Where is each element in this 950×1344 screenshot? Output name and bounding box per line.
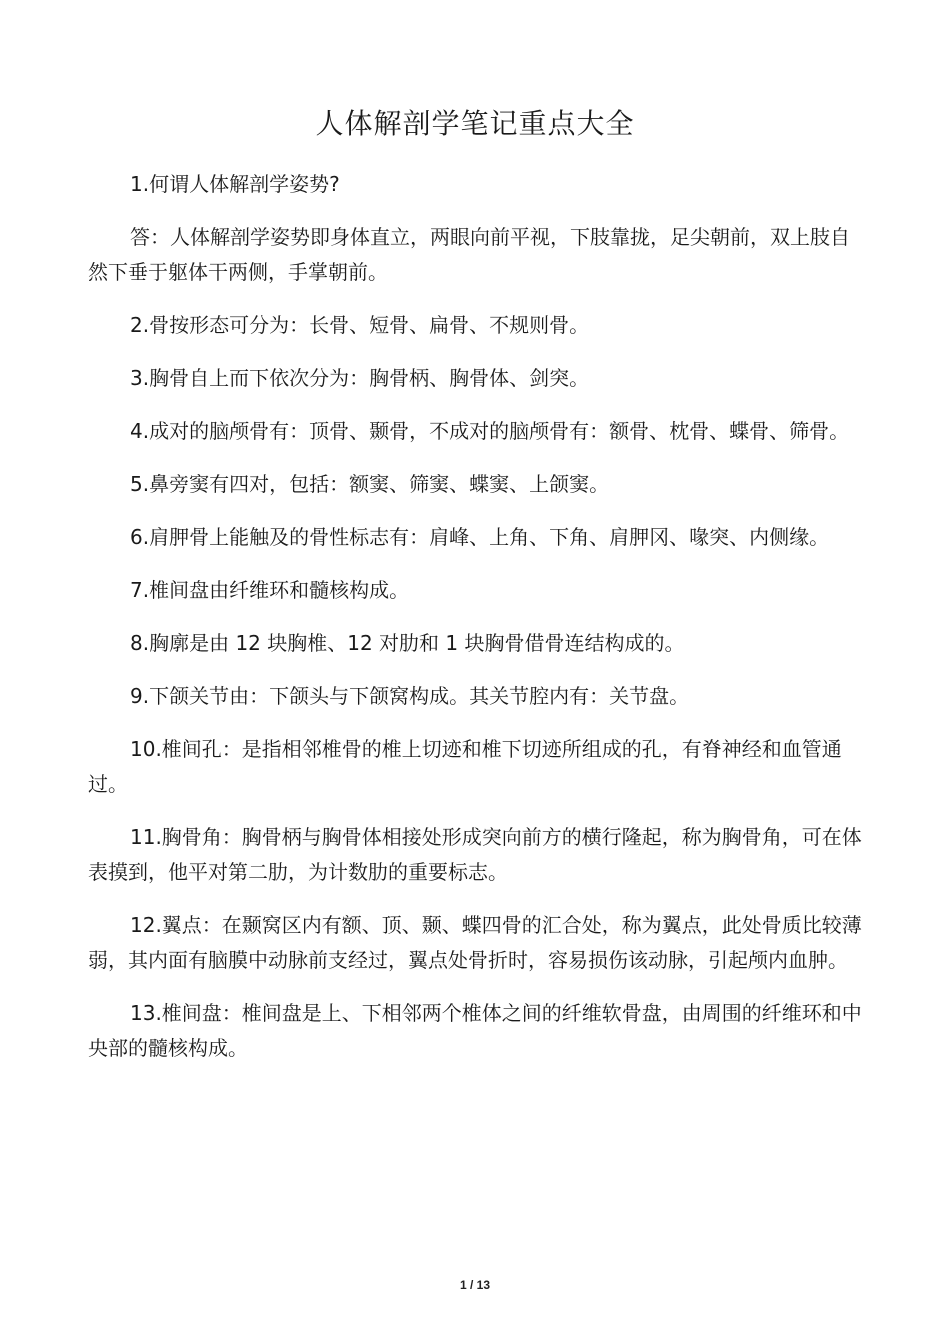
paragraph-5: 4.成对的脑颅骨有：顶骨、颞骨，不成对的脑颅骨有：额骨、枕骨、蝶骨、筛骨。: [130, 419, 850, 443]
paragraph-2: 答：人体解剖学姿势即身体直立，两眼向前平视，下肢靠拢，足尖朝前，双上肢自然下垂于躯体干两侧，手掌朝前。: [88, 225, 850, 284]
paragraph-14: 13.椎间盘：椎间盘是上、下相邻两个椎体之间的纤维软骨盘，由周围的纤维环和中央部的髓核构成。: [88, 1001, 862, 1060]
paragraph-8: 7.椎间盘由纤维环和髓核构成。: [130, 578, 410, 602]
paragraph-6: 5.鼻旁窦有四对，包括：额窦、筛窦、蝶窦、上颌窦。: [130, 472, 610, 496]
paragraph-7: 6.肩胛骨上能触及的骨性标志有：肩峰、上角、下角、肩胛冈、喙突、内侧缘。: [130, 525, 830, 549]
paragraph-10: 9.下颌关节由：下颌头与下颌窝构成。其关节腔内有：关节盘。: [130, 684, 690, 708]
paragraph-9: 8.胸廓是由 12 块胸椎、12 对肋和 1 块胸骨借骨连结构成的。: [130, 631, 685, 655]
paragraph-11: 10.椎间孔：是指相邻椎骨的椎上切迹和椎下切迹所组成的孔，有脊神经和血管通过。: [88, 737, 842, 796]
paragraph-12: 11.胸骨角：胸骨柄与胸骨体相接处形成突向前方的横行隆起，称为胸骨角，可在体表摸到，他平对第二肋，为计数肋的重要标志。: [88, 825, 862, 884]
page-number: 1 / 13: [459, 1278, 491, 1292]
paragraph-3: 2.骨按形态可分为：长骨、短骨、扁骨、不规则骨。: [130, 313, 590, 337]
paragraph-1: 1.何谓人体解剖学姿势?: [130, 172, 340, 196]
document-title: 人体解剖学笔记重点大全: [315, 107, 635, 140]
paragraph-4: 3.胸骨自上而下依次分为：胸骨柄、胸骨体、剑突。: [130, 366, 590, 390]
paragraph-13: 12.翼点：在颞窝区内有额、顶、颞、蝶四骨的汇合处，称为翼点，此处骨质比较薄弱，其内面有脑膜中动脉前支经过，翼点处骨折时，容易损伤该动脉，引起颅内血肿。: [88, 913, 862, 972]
document-body: [88, 167, 864, 1084]
